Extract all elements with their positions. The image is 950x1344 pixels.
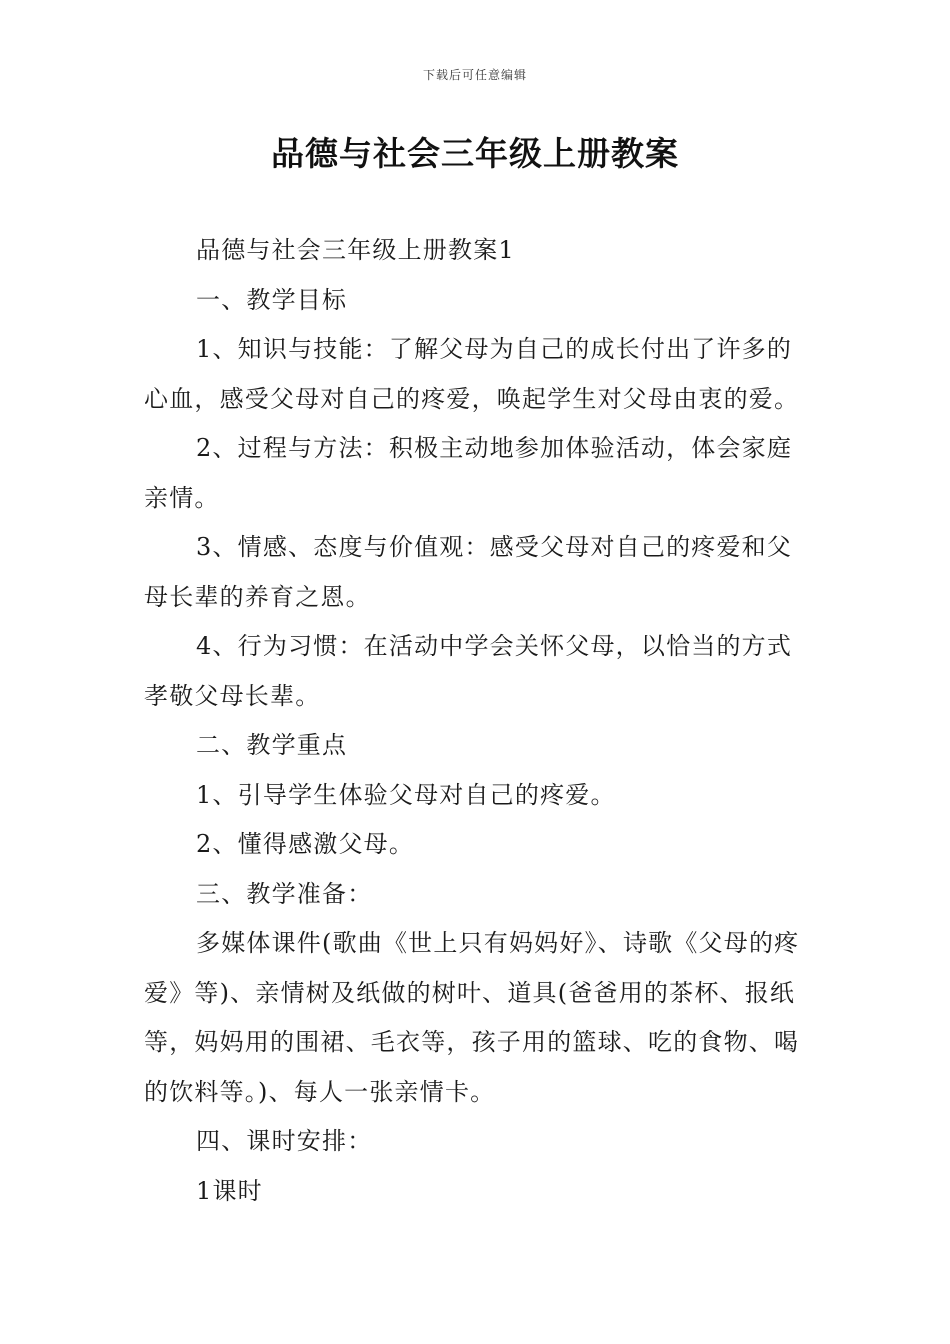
paragraph: 4、行为习惯：在活动中学会关怀父母，以恰当的方式孝敬父母长辈。: [144, 632, 793, 710]
paragraph: 2、过程与方法：积极主动地参加体验活动，体会家庭亲情。: [144, 434, 793, 512]
document-body: [144, 226, 808, 1216]
section-heading: 四、课时安排：: [196, 1127, 373, 1155]
paragraph: 1课时: [196, 1176, 263, 1205]
paragraph: 1、引导学生体验父母对自己的疼爱。: [196, 780, 616, 809]
paragraph: 多媒体课件(歌曲《世上只有妈妈好》、诗歌《父母的疼爱》等)、亲情树及纸做的树叶、道具(爸爸用的茶杯、报纸等，妈妈用的围裙、毛衣等，孩子用的篮球、吃的食物、喝的饮料等。)、每人一张亲情卡。: [144, 929, 800, 1106]
section-heading: 一、教学目标: [196, 285, 348, 314]
paragraph: 1、知识与技能：了解父母为自己的成长付出了许多的心血，感受父母对自己的疼爱，唤起学生对父母由衷的爱。: [144, 335, 800, 413]
section-heading: 二、教学重点: [196, 731, 348, 759]
paragraph: 3、情感、态度与价值观：感受父母对自己的疼爱和父母长辈的养育之恩。: [144, 533, 793, 611]
section-heading: 三、教学准备：: [196, 879, 373, 908]
header-note: 下载后可任意编辑: [422, 68, 527, 82]
paragraph: 2、懂得感激父母。: [196, 830, 415, 858]
document-title: 品德与社会三年级上册教案: [271, 134, 679, 173]
section-heading: 品德与社会三年级上册教案1: [196, 236, 515, 264]
